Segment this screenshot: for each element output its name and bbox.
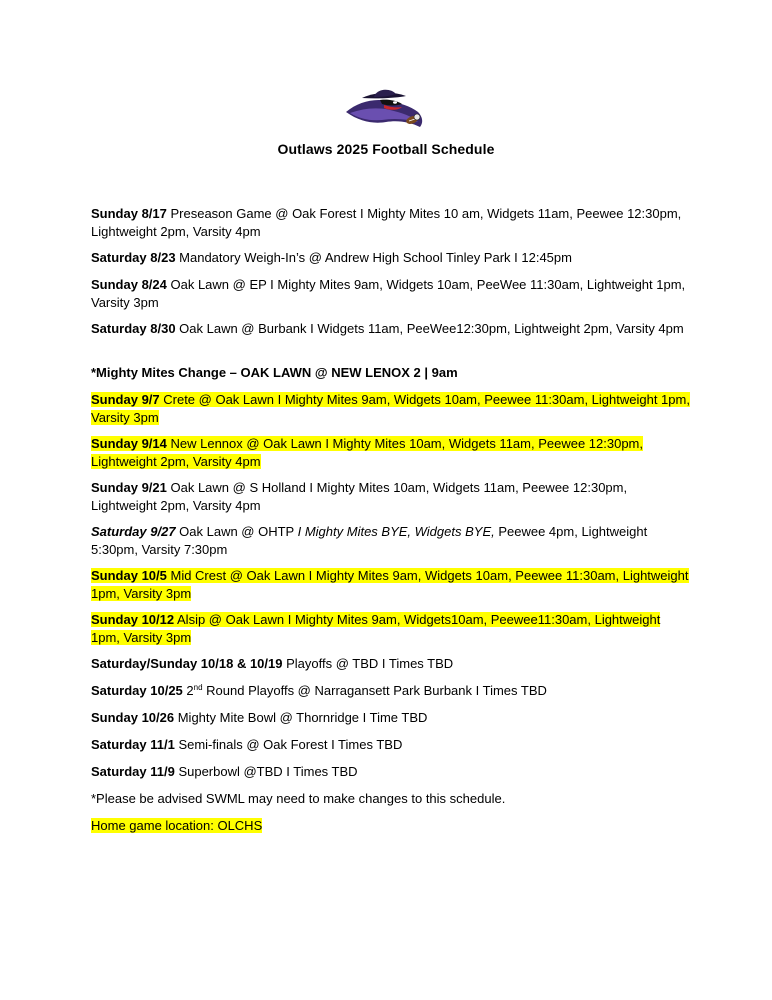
schedule-entry [91, 763, 691, 781]
schedule-entry [91, 320, 691, 338]
schedule-entry [91, 249, 691, 267]
entry-details: New Lennox @ Oak Lawn I Mighty Mites 10am, Widgets 11am, Peewee 12:30pm, Lightweight 2pm, Varsity 4pm [91, 436, 643, 469]
entry-date: Sunday 9/14 [91, 436, 167, 451]
home-location-text: Home game location: OLCHS [91, 818, 263, 833]
entry-date: Saturday 9/27 [91, 524, 176, 539]
entry-date: Saturday 10/25 [91, 683, 183, 698]
entry-date: Saturday 8/23 [91, 250, 176, 265]
entry-date: Sunday 10/5 [91, 568, 167, 583]
entry-bye-note: I Mighty Mites BYE, Widgets BYE, [297, 524, 495, 539]
entry-ordinal-suffix: nd [193, 683, 203, 692]
entry-details: Oak Lawn @ Burbank I Widgets 11am, PeeWee12:30pm, Lightweight 2pm, Varsity 4pm [175, 321, 684, 336]
entry-date: Saturday 11/1 [91, 737, 175, 752]
schedule-entry [91, 364, 691, 382]
schedule-note: *Please be advised SWML may need to make changes to this schedule. [91, 791, 506, 806]
entry-date: Saturday/Sunday 10/18 & 10/19 [91, 656, 283, 671]
entry-date: Sunday 10/12 [91, 612, 175, 627]
schedule-entry [91, 709, 691, 727]
schedule-entry [91, 479, 691, 514]
entry-details: Oak Lawn @ EP I Mighty Mites 9am, Widgets 10am, PeeWee 11:30am, Lightweight 1pm, Varsity 3pm [91, 277, 686, 310]
schedule-entry-home [91, 435, 691, 470]
schedule-entry-home [91, 611, 691, 646]
schedule-entry [91, 736, 691, 754]
entry-details: Preseason Game @ Oak Forest I Mighty Mites 10 am, Widgets 11am, Peewee 12:30pm, Lightweight 2pm, Varsity 4pm [91, 206, 682, 239]
schedule-entry [91, 276, 691, 311]
entry-details: Playoffs @ TBD I Times TBD [282, 656, 454, 671]
schedule-entry [91, 523, 691, 558]
entry-date: *Mighty Mites Change – OAK LAWN @ NEW LENOX 2 | 9am [91, 365, 458, 380]
entry-details: Oak Lawn @ OHTP [175, 524, 298, 539]
page-title: Outlaws 2025 Football Schedule [277, 141, 495, 157]
entry-details: Round Playoffs @ Narragansett Park Burbank I Times TBD [202, 683, 547, 698]
entry-details: Mid Crest @ Oak Lawn I Mighty Mites 9am, Widgets 10am, Peewee 11:30am, Lightweight 1pm, Varsity 3pm [91, 568, 689, 601]
entry-date: Sunday 8/24 [91, 277, 167, 292]
entry-date: Saturday 11/9 [91, 764, 175, 779]
entry-date: Sunday 10/26 [91, 710, 175, 725]
entry-details: Superbowl @TBD I Times TBD [174, 764, 358, 779]
entry-details: Semi-finals @ Oak Forest I Times TBD [174, 737, 403, 752]
schedule-entry [91, 655, 691, 673]
entry-date: Sunday 9/21 [91, 480, 167, 495]
entry-date: Saturday 8/30 [91, 321, 176, 336]
entry-round-number: 2 [182, 683, 194, 698]
schedule-entry [91, 205, 691, 240]
entry-details: Mighty Mite Bowl @ Thornridge I Time TBD [174, 710, 428, 725]
entry-details-cont: Peewee 4pm, Lightweight 5:30pm, Varsity 7:30pm [91, 524, 648, 557]
entry-details: Mandatory Weigh-In’s @ Andrew High School Tinley Park I 12:45pm [175, 250, 572, 265]
schedule-entry-home [91, 567, 691, 602]
entry-details: Oak Lawn @ S Holland I Mighty Mites 10am, Widgets 11am, Peewee 12:30pm, Lightweight 2pm, Varsity 4pm [91, 480, 628, 513]
home-location [91, 817, 691, 835]
entry-details: Crete @ Oak Lawn I Mighty Mites 9am, Widgets 10am, Peewee 11:30am, Lightweight 1pm, Varsity 3pm [91, 392, 690, 425]
entry-date: Sunday 9/7 [91, 392, 160, 407]
entry-details: Alsip @ Oak Lawn I Mighty Mites 9am, Widgets10am, Peewee11:30am, Lightweight 1pm, Varsity 3pm [91, 612, 661, 645]
outlaws-logo-icon [344, 86, 430, 130]
schedule-entry [91, 682, 691, 700]
entry-date: Sunday 8/17 [91, 206, 167, 221]
schedule-entry-home [91, 391, 691, 426]
